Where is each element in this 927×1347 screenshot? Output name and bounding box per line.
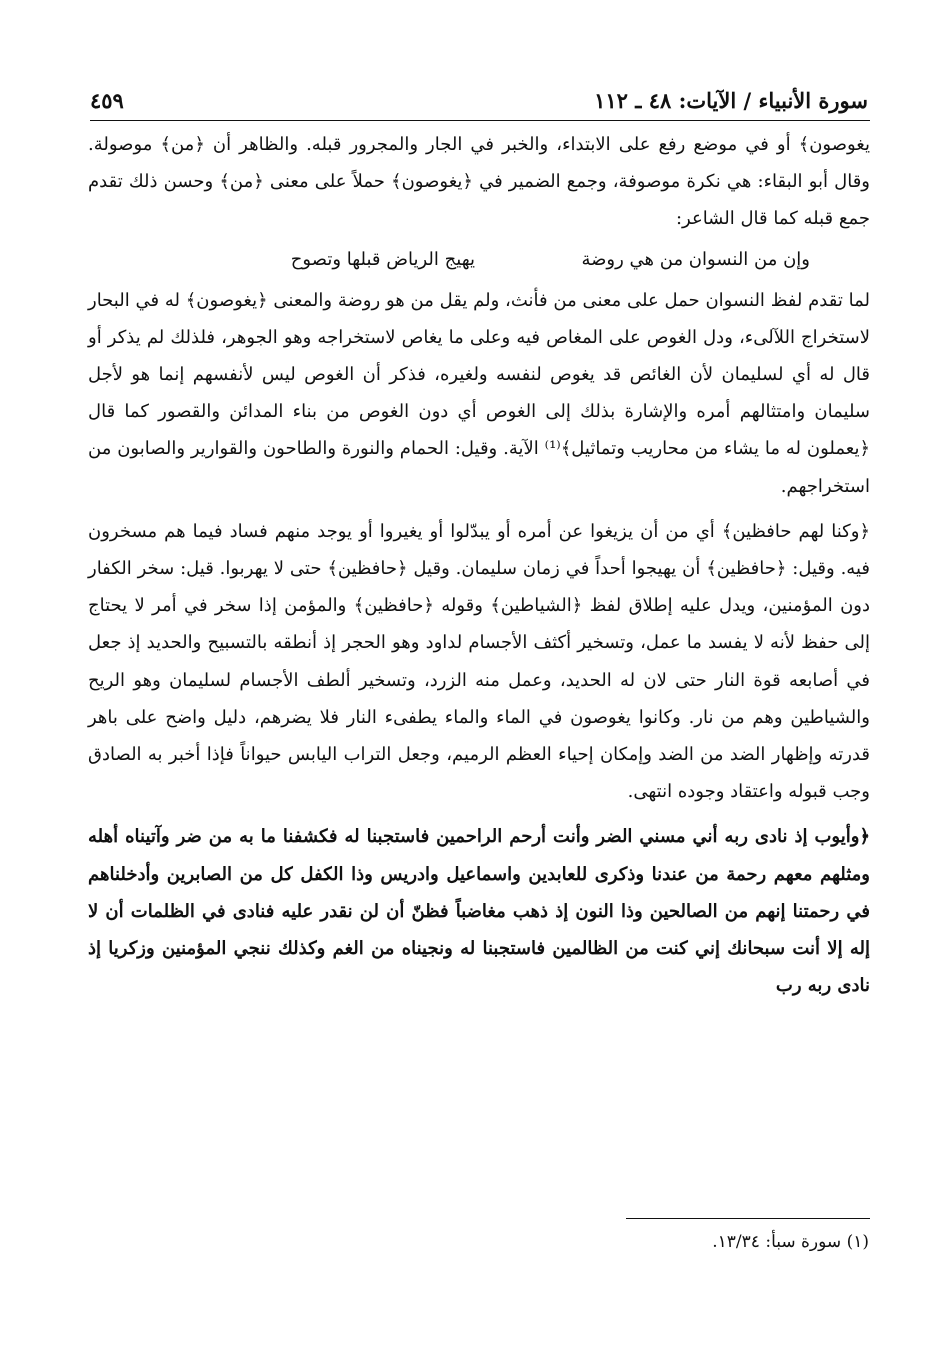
paragraph: لما تقدم لفظ النسوان حمل على معنى من فأنث، ولم يقل من هو روضة والمعنى ﴿يغوصون﴾ له في البحار لاستخراج اللآلىء، ودل الغوص على المغاص فيه وعلى ما يغاص لاستخراجه وهو الجوهر، فلذلك لم يذكر أو قال له أي لسليمان لأن الغائص قد يغوص لنفسه ولغيره، فذكر أن الغوص ليس لأنفسهم إنما هو لأجل سليمان وامتثالهم أمره والإشارة بذلك إلى الغوص أي دون الغوص من بناء المدائن والقصور كما قال ﴿يعملون له ما يشاء من محاريب وتماثيل﴾⁽¹⁾ الآية. وقيل: الحمام والنورة والطاحون والقوارير والصابون من استخراجهم. — [88, 289, 870, 497]
quran-verse-paragraph: ﴿وأيوب إذ نادى ربه أني مسني الضر وأنت أرحم الراحمين فاستجبنا له فكشفنا ما به من ضر وآتيناه أهله ومثلهم معهم رحمة من عندنا وذكرى للعابدين واسماعيل وادريس وذا الكفل كل من الصابرين وأدخلناهم في رحمتنا إنهم من الصالحين وذا النون إذ ذهب مغاضباً فظنّ أن لن نقدر عليه فنادى في الظلمات أن لا إله إلا أنت سبحانك إني كنت من الظالمين فاستجبنا له ونجيناه من الغم وكذلك ننجي المؤمنين وزكريا إذ نادى ربه رب — [88, 826, 870, 997]
poem-hemistich-first: وإن من النسوان من هي روضة — [581, 248, 810, 270]
footnote: (١) سورة سبأ: ١٣/٣٤. — [712, 1232, 869, 1252]
running-title: سورة الأنبياء / الآيات: ٤٨ ـ ١١٢ — [588, 88, 868, 113]
poem-verse — [88, 238, 870, 282]
paragraph: يغوصون﴾ أو في موضع رفع على الابتداء، والخبر في الجار والمجرور قبله. والظاهر أن ﴿من﴾ موصولة. وقال أبو البقاء: هي نكرة موصوفة، وجمع الضمير في ﴿يغوصون﴾ حملاً على معنى ﴿من﴾ وحسن ذلك تقدم جمع قبله كما قال الشاعر: — [88, 134, 870, 230]
poem-hemistich-second: يهيج الرياض قبلها وتصوح — [290, 248, 475, 270]
main-text — [88, 126, 870, 1004]
page-header — [90, 86, 870, 121]
footnote-separator — [626, 1218, 870, 1219]
paragraph: ﴿وكنا لهم حافظين﴾ أي من أن يزيغوا عن أمره أو يبدّلوا أو يغيروا أو يوجد منهم فساد فيما هم مسخرون فيه. وقيل: ﴿حافظين﴾ أن يهيجوا أحداً في زمان سليمان. وقيل ﴿حافظين﴾ حتى لا يهربوا. قيل: سخر الكفار دون المؤمنين، ويدل عليه إطلاق لفظ ﴿الشياطين﴾ وقوله ﴿حافظين﴾ والمؤمن إذا سخر في أمر لا يحتاج إلى حفظ لأنه لا يفسد ما عمل، وتسخير أكثف الأجسام لداود وهو الحجر إذ أنطقه بالتسبيح والحديد إذ جعل في أصابعه قوة النار حتى لان له الحديد، وعمل منه الزرد، وتسخير ألطف الأجسام لسليمان وهو الريح والشياطين وهم من نار. وكانوا يغوصون في الماء والماء يطفىء النار فلا يضرهم، دليل واضح على باهر قدرته وإظهار الضد من الضد وإمكان إحياء العظم الرميم، وجعل التراب اليابس حيواناً فإذا أخبر به الصادق وجب قبوله واعتقاد وجوده انتهى. — [88, 520, 870, 803]
page-number: ٤٥٩ — [90, 88, 130, 113]
